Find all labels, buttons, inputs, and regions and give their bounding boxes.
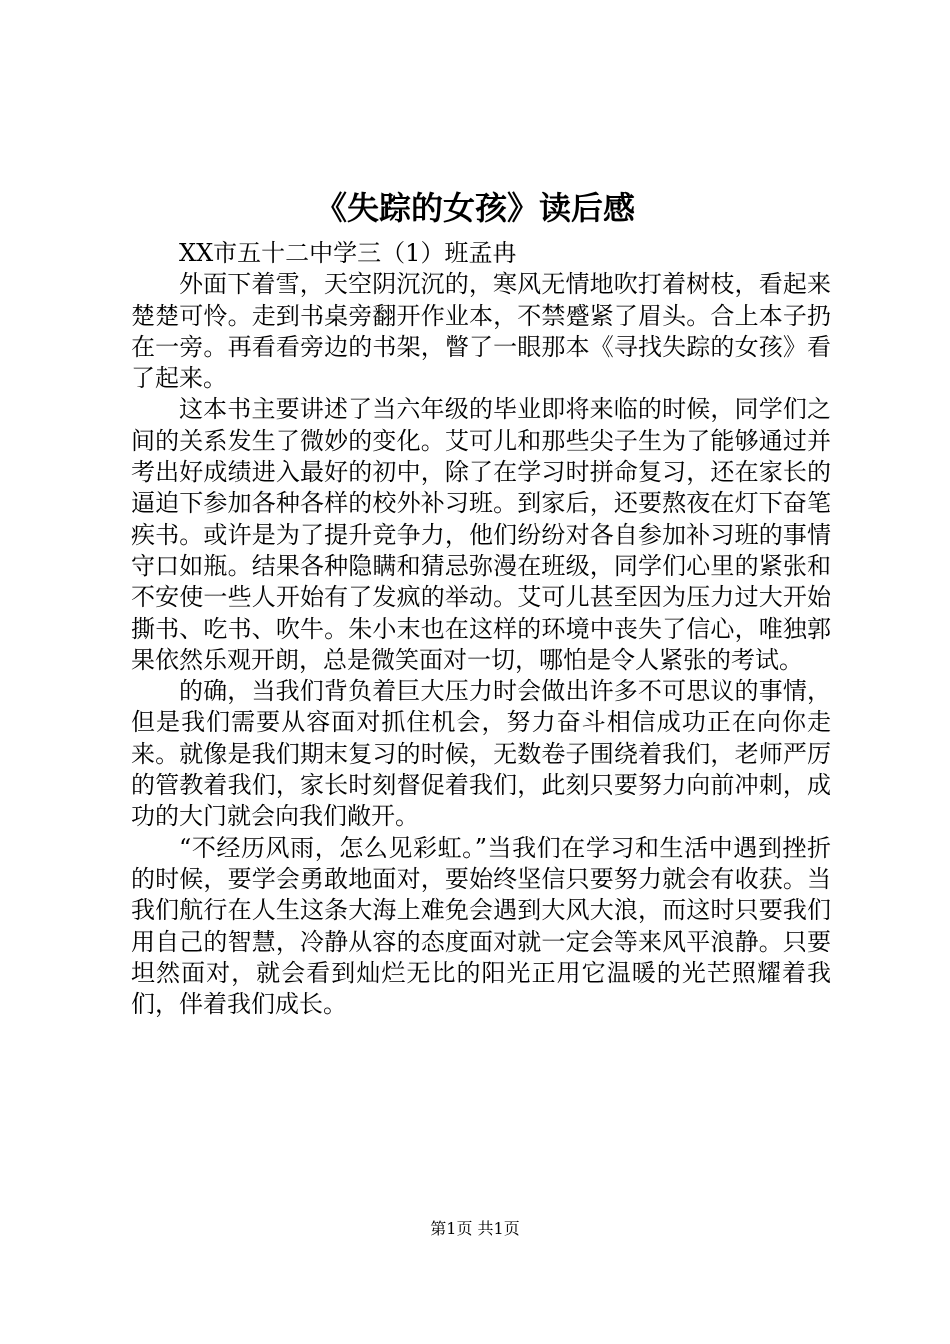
author-byline: XX市五十二中学三（1）班孟冉 — [179, 239, 517, 267]
document-title: 《失踪的女孩》读后感 — [314, 189, 635, 227]
paragraph-2: 这本书主要讲述了当六年级的毕业即将来临的时候，同学们之间的关系发生了微妙的变化。艾可儿和那些尖子生为了能够通过并考出好成绩进入最好的初中，除了在学习时拼命复习，还在家长的逼迫下参加各种各样的校外补习班。到家后，还要熬夜在灯下奋笔疾书。或许是为了提升竞争力，他们纷纷对各自参加补习班的事情守口如瓶。结果各种隐瞒和猜忌弥漫在班级，同学们心里的紧张和不安使一些人开始有了发疯的举动。艾可儿甚至因为压力过大开始撕书、吃书、吹牛。朱小末也在这样的环境中丧失了信心，唯独郭果依然乐观开朗，总是微笑面对一切，哪怕是令人紧张的考试。 — [131, 395, 831, 674]
page-footer: 第1页 共1页 — [430, 1219, 520, 1238]
paragraph-3: 的确，当我们背负着巨大压力时会做出许多不可思议的事情，但是我们需要从容面对抓住机会，努力奋斗相信成功正在向你走来。就像是我们期末复习的时候，无数卷子围绕着我们，老师严厉的管教着我们，家长时刻督促着我们，此刻只要努力向前冲刺，成功的大门就会向我们敞开。 — [131, 677, 831, 831]
document-body — [131, 238, 831, 1020]
paragraph-1: 外面下着雪，天空阴沉沉的，寒风无情地吹打着树枝，看起来楚楚可怜。走到书桌旁翻开作业本，不禁蹙紧了眉头。合上本子扔在一旁。再看看旁边的书架，瞥了一眼那本《寻找失踪的女孩》看了起来。 — [131, 270, 831, 393]
paragraph-4: “不经历风雨，怎么见彩虹。”当我们在学习和生活中遇到挫折的时候，要学会勇敢地面对，要始终坚信只要努力就会有收获。当我们航行在人生这条大海上难免会遇到大风大浪，而这时只要我们用自己的智慧，冷静从容的态度面对就一定会等来风平浪静。只要坦然面对，就会看到灿烂无比的阳光正用它温暖的光芒照耀着我们，伴着我们成长。 — [131, 833, 831, 1019]
